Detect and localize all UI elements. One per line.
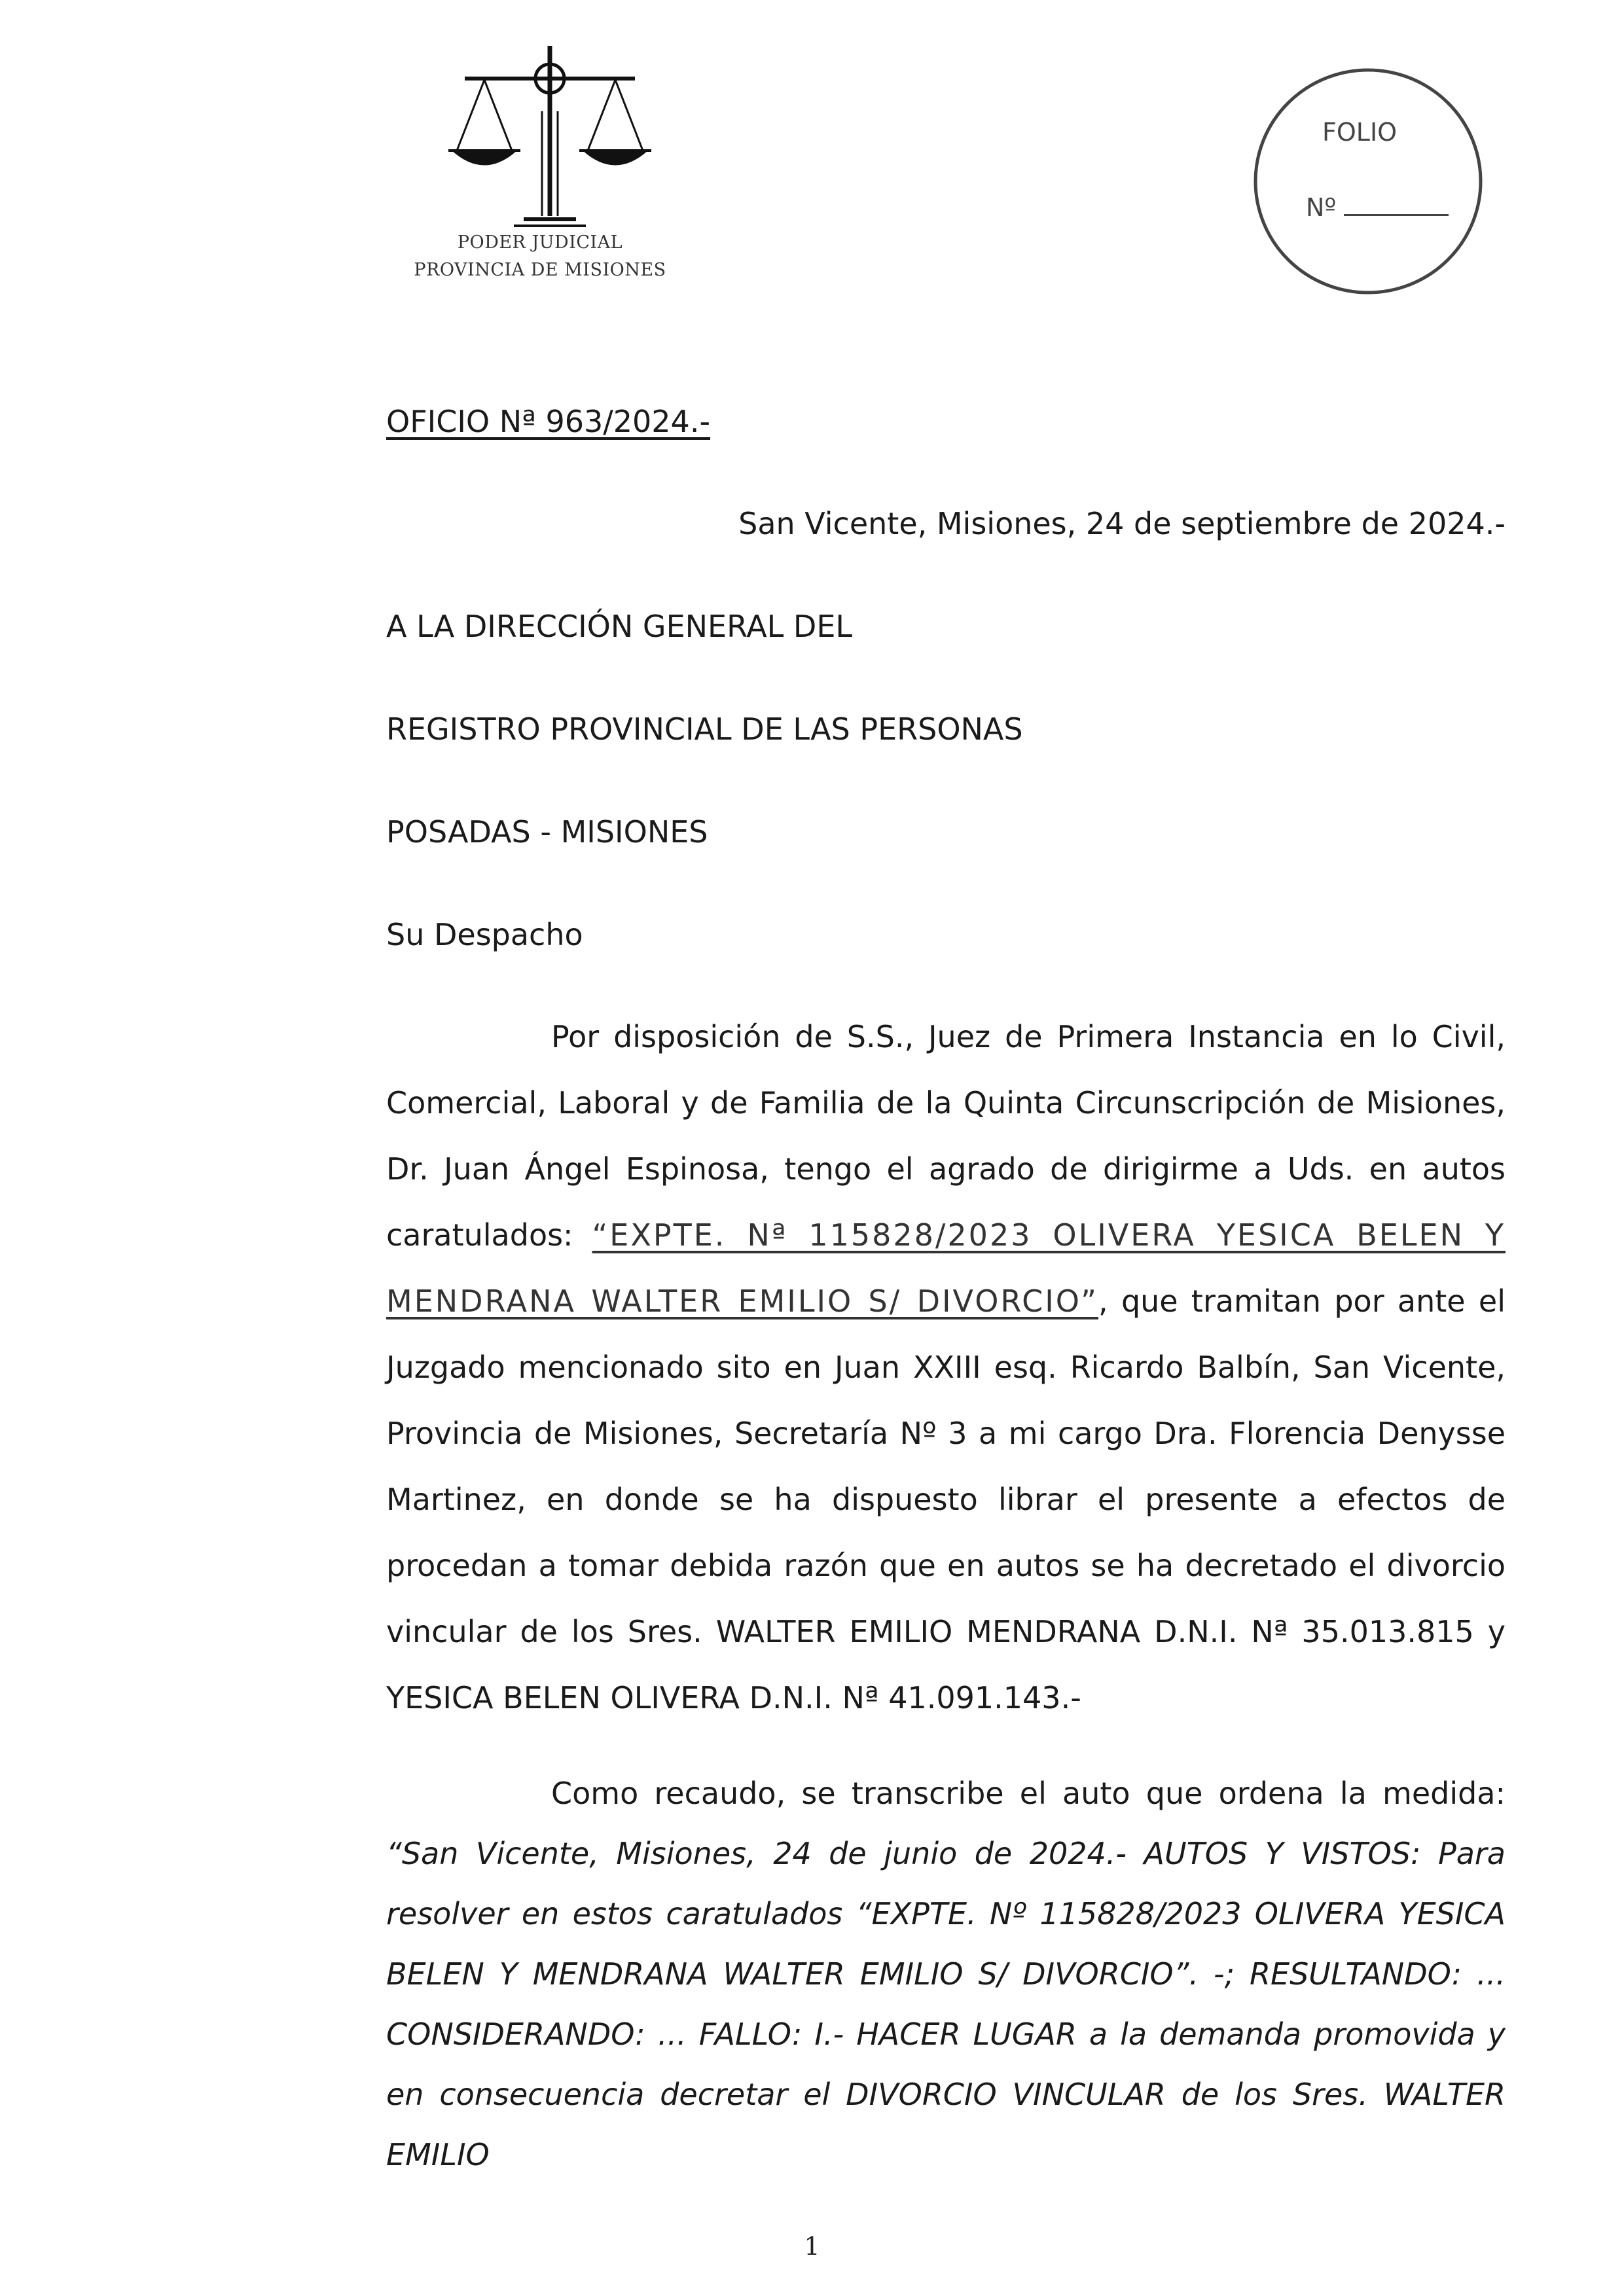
organization-name — [393, 229, 687, 284]
paragraph-text: , que tramitan por ante el Juzgado mencionado sito en Juan XXIII esq. Ricardo Balbín, San Vicente, Provincia de Misiones, Secretaría Nº 3 a mi cargo Dra. Florencia Denysse Martinez, en donde se ha dispuesto librar el presente a efectos de procedan a tomar debida razón que en autos se ha decretado el divorcio vincular de los Sres. WALTER EMILIO MENDRANA D.N.I. Nª 35.013.815 y YESICA BELEN OLIVERA D.N.I. Nª 41.091.143.- — [386, 1283, 1506, 1715]
case-title: “EXPTE. Nª 115828/2023 OLIVERA YESICA BELEN Y MENDRANA WALTER EMILIO S/ DIVORCIO” — [386, 1217, 1506, 1319]
scales-of-justice-icon — [439, 39, 661, 249]
folio-stamp — [1250, 65, 1486, 298]
addressee-line: REGISTRO PROVINCIAL DE LAS PERSONAS — [386, 711, 1023, 747]
paragraph-text: Por disposición de S.S., Juez de Primera Instancia en lo Civil, Comercial, Laboral y de Familia de la Quinta Circunscripción de Misiones, Dr. Juan Ángel Espinosa, tengo el agrado de dirigirme a Uds. en autos caratulados: — [386, 1019, 1506, 1253]
date-line: San Vicente, Misiones, 24 de septiembre de 2024.- — [738, 506, 1506, 541]
body-paragraph — [386, 1004, 1506, 1731]
folio-number-label: Nº — [1306, 193, 1337, 222]
folio-number-field — [1306, 193, 1449, 222]
body-paragraph — [386, 1763, 1506, 2185]
addressee-line: Su Despacho — [386, 917, 583, 952]
page-number: 1 — [804, 2232, 820, 2261]
addressee-line: A LA DIRECCIÓN GENERAL DEL — [386, 609, 853, 644]
paragraph-text: Como recaudo, se transcribe el auto que ordena la medida: — [551, 1776, 1506, 1811]
folio-number-blank — [1344, 194, 1449, 216]
org-line-2: PROVINCIA DE MISIONES — [414, 260, 666, 280]
transcribed-ruling: “San Vicente, Misiones, 24 de junio de 2024.- AUTOS Y VISTOS: Para resolver en estos caratulados “EXPTE. Nº 115828/2023 OLIVERA YESICA BELEN Y MENDRANA WALTER EMILIO S/ DIVORCIO”. -; RESULTANDO: ... CONSIDERANDO: ... FALLO: I.- HACER LUGAR a la demanda promovida y en consecuencia decretar el DIVORCIO VINCULAR de los Sres. WALTER EMILIO — [386, 1836, 1506, 2172]
org-line-1: PODER JUDICIAL — [457, 232, 623, 253]
folio-label: FOLIO — [1322, 118, 1398, 147]
office-number: OFICIO Nª 963/2024.- — [386, 404, 711, 439]
addressee-line: POSADAS - MISIONES — [386, 814, 708, 850]
